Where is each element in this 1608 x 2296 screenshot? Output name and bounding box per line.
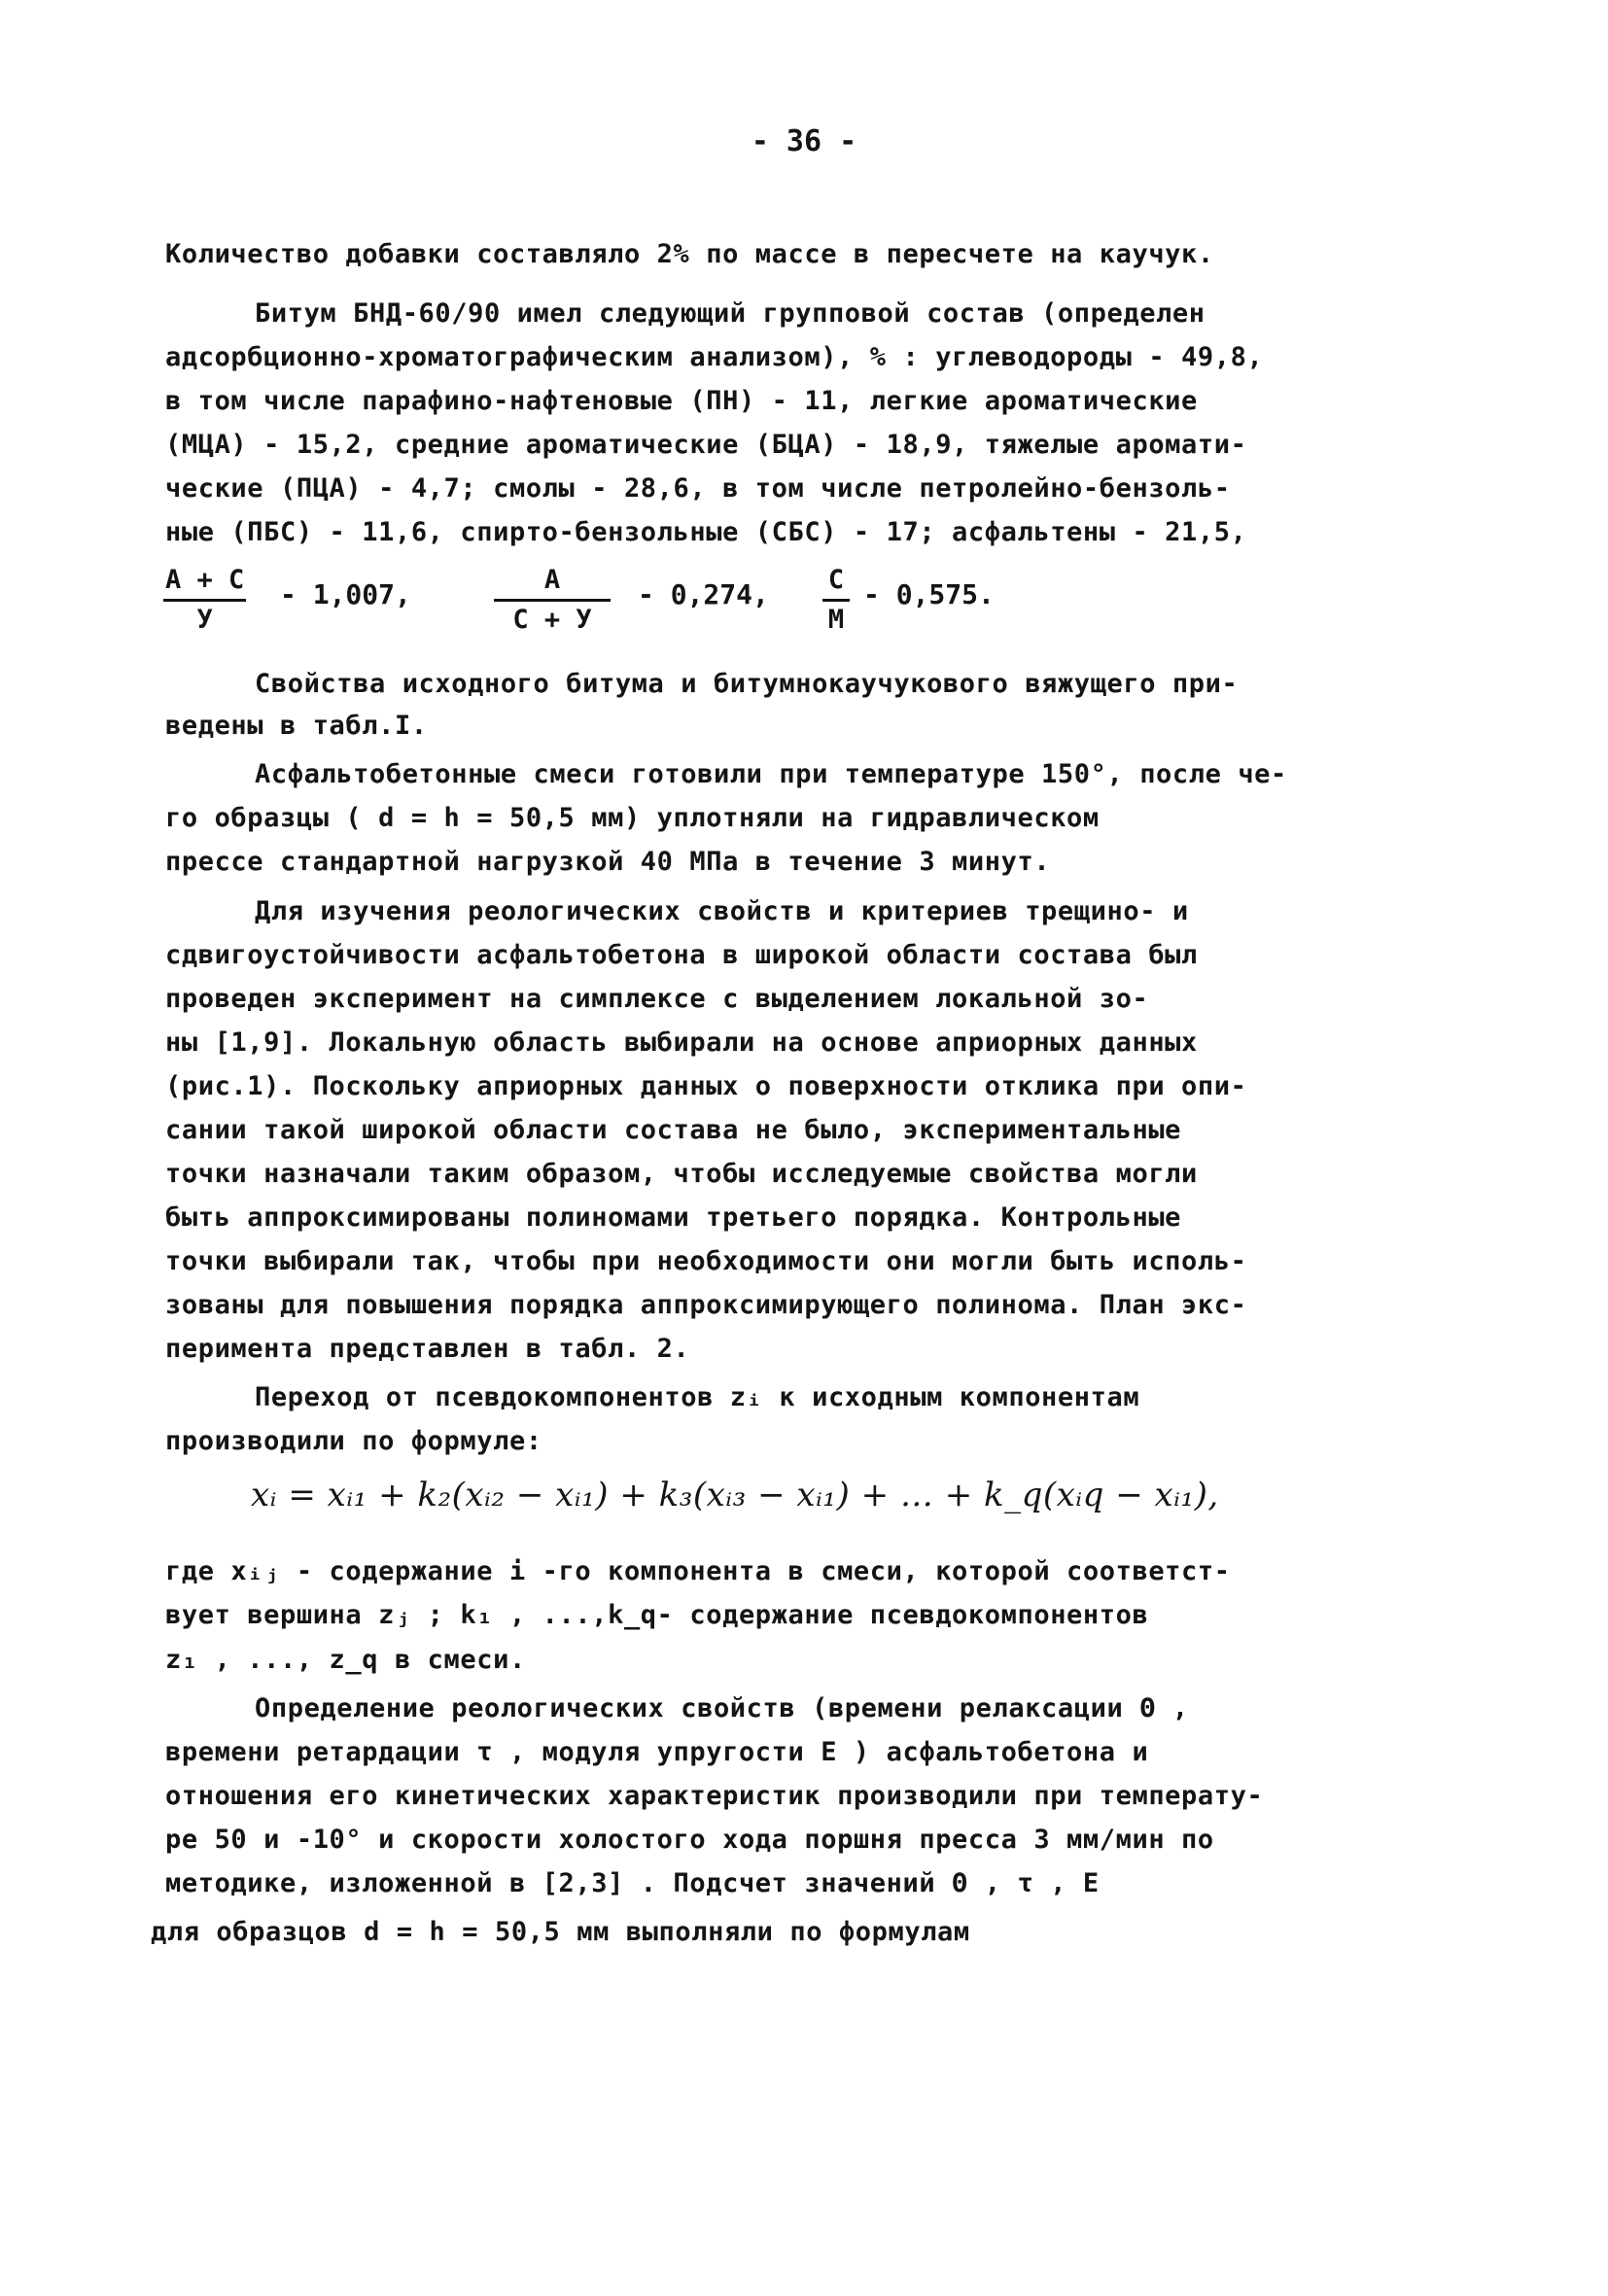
ratio-denominator: С + У bbox=[512, 605, 592, 635]
text-line: ческие (ПЦА) - 4,7; смолы - 28,6, в том числе петролейно-бензоль- bbox=[165, 473, 1231, 504]
text-line: производили по формуле: bbox=[165, 1426, 542, 1456]
text-line: Битум БНД-60/90 имел следующий групповой состав (определен bbox=[255, 298, 1206, 329]
ratio-fraction bbox=[163, 564, 246, 639]
text-line: времени ретардации τ , модуля упругости Е ) асфальтобетона и bbox=[165, 1737, 1149, 1767]
text-line: в том числе парафино-нафтеновые (ПН) - 11, легкие ароматические bbox=[165, 386, 1198, 416]
text-line: го образцы ( d = h = 50,5 мм) уплотняли на гидравлическом bbox=[165, 803, 1100, 833]
text-line: вует вершина zⱼ ; k₁ , ...,k_q- содержание псевдокомпонентов bbox=[165, 1600, 1149, 1630]
text-line: ре 50 и -10° и скорости холостого хода поршня пресса 3 мм/мин по bbox=[165, 1825, 1214, 1855]
ratio-denominator: М bbox=[827, 605, 845, 635]
text-line: точки выбирали так, чтобы при необходимости они могли быть исполь- bbox=[165, 1246, 1247, 1276]
text-line: Определение реологических свойств (времени релаксации Θ , bbox=[255, 1693, 1189, 1723]
text-line: зованы для повышения порядка аппроксимирующего полинома. План экс- bbox=[165, 1290, 1247, 1320]
text-line: проведен эксперимент на симплексе с выделением локальной зо- bbox=[165, 984, 1149, 1014]
text-line: перимента представлен в табл. 2. bbox=[165, 1334, 690, 1364]
text-line: (МЦА) - 15,2, средние ароматические (БЦА) - 18,9, тяжелые аромати- bbox=[165, 430, 1247, 460]
text-line: Асфальтобетонные смеси готовили при температуре 150°, после че- bbox=[255, 759, 1287, 789]
ratio-numerator: А + С bbox=[163, 564, 246, 602]
text-line: точки назначали таким образом, чтобы исследуемые свойства могли bbox=[165, 1159, 1198, 1189]
text-line: Свойства исходного битума и битумнокаучукового вяжущего при- bbox=[255, 669, 1239, 699]
text-line: прессе стандартной нагрузкой 40 МПа в течение 3 минут. bbox=[165, 847, 1051, 877]
text-line: ны [1,9]. Локальную область выбирали на основе априорных данных bbox=[165, 1027, 1198, 1058]
text-line: ведены в табл.I. bbox=[165, 711, 428, 741]
text-line: быть аппроксимированы полиномами третьего порядка. Контрольные bbox=[165, 1202, 1182, 1233]
page-number: - 36 - bbox=[751, 124, 857, 158]
text-line: где xᵢⱼ - содержание i -го компонента в смеси, которой соответст- bbox=[165, 1556, 1231, 1586]
ratio-value: - 0,274, bbox=[638, 578, 769, 610]
text-line: сании такой широкой области состава не было, экспериментальные bbox=[165, 1115, 1182, 1145]
text-line: (рис.1). Поскольку априорных данных о поверхности отклика при опи- bbox=[165, 1071, 1247, 1101]
ratio-fraction bbox=[494, 564, 611, 639]
ratio-denominator: У bbox=[196, 605, 213, 635]
conversion-formula: xᵢ = xᵢ₁ + k₂(xᵢ₂ − xᵢ₁) + k₃(xᵢ₃ − xᵢ₁) + … + k_q(xᵢq − xᵢ₁), bbox=[251, 1476, 1219, 1514]
text-line: сдвигоустойчивости асфальтобетона в широкой области состава был bbox=[165, 940, 1198, 970]
ratio-value: - 1,007, bbox=[280, 578, 411, 610]
text-line: ные (ПБС) - 11,6, спирто-бензольные (СБС) - 17; асфальтены - 21,5, bbox=[165, 517, 1247, 547]
text-line: Количество добавки составляло 2% по массе в пересчете на каучук. bbox=[165, 239, 1214, 269]
text-line: для образцов d = h = 50,5 мм выполняли по формулам bbox=[151, 1917, 970, 1947]
text-line: адсорбционно-хроматографическим анализом), % : углеводороды - 49,8, bbox=[165, 342, 1264, 372]
ratio-numerator: С bbox=[822, 564, 850, 602]
text-line: z₁ , ..., z_q в смеси. bbox=[165, 1645, 526, 1675]
ratio-numerator: А bbox=[494, 564, 611, 602]
ratio-fraction bbox=[822, 564, 850, 639]
ratio-value: - 0,575. bbox=[863, 578, 995, 610]
text-line: Переход от псевдокомпонентов zᵢ к исходным компонентам bbox=[255, 1382, 1140, 1412]
text-line: методике, изложенной в [2,3] . Подсчет значений Θ , τ , Е bbox=[165, 1868, 1100, 1898]
text-line: отношения его кинетических характеристик производили при температу- bbox=[165, 1781, 1264, 1811]
text-line: Для изучения реологических свойств и критериев трещино- и bbox=[255, 896, 1189, 926]
